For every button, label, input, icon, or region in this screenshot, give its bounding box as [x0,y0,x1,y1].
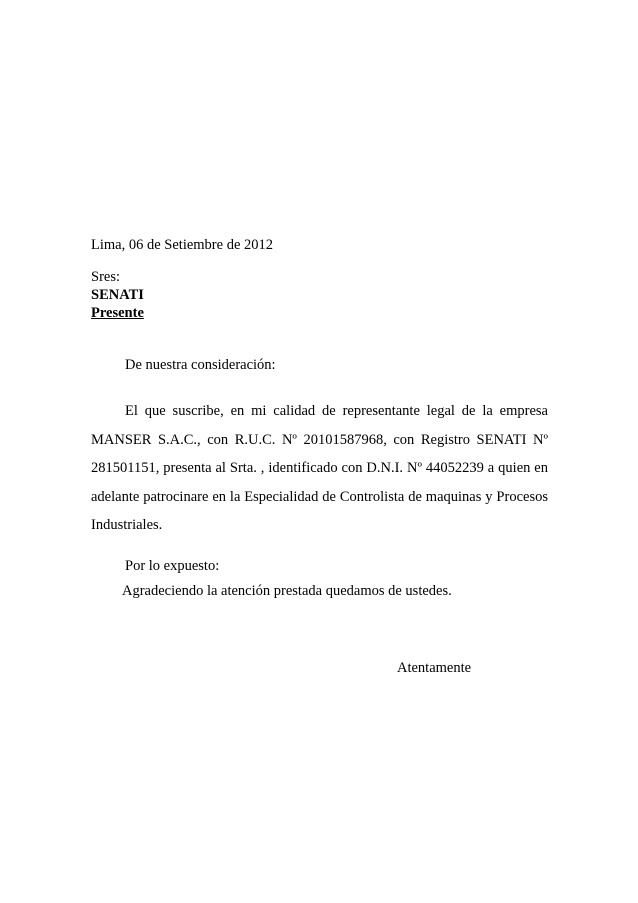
closing-line: Atentamente [397,660,472,676]
body-paragraph: El que suscribe, en mi calidad de representante legal de la empresa MANSER S.A.C., con R.U.C. Nº 20101587968, con Registro SENATI Nº 281501151, presenta al Srta. , identificado con D.N.I. Nº 44052239 a quien en adelante patrocinare en la Especialidad de Controlista de maquinas y Procesos Industriales. [91,403,548,533]
recipient-name: SENATI [91,287,144,303]
date-line: Lima, 06 de Setiembre de 2012 [91,237,274,253]
expuesto-line: Por lo expuesto: [125,558,220,574]
salutation: Sres: [91,269,120,285]
thanks-line: Agradeciendo la atención prestada quedamos de ustedes. [122,583,452,599]
presente-label: Presente [91,305,144,321]
greeting: De nuestra consideración: [125,357,276,373]
